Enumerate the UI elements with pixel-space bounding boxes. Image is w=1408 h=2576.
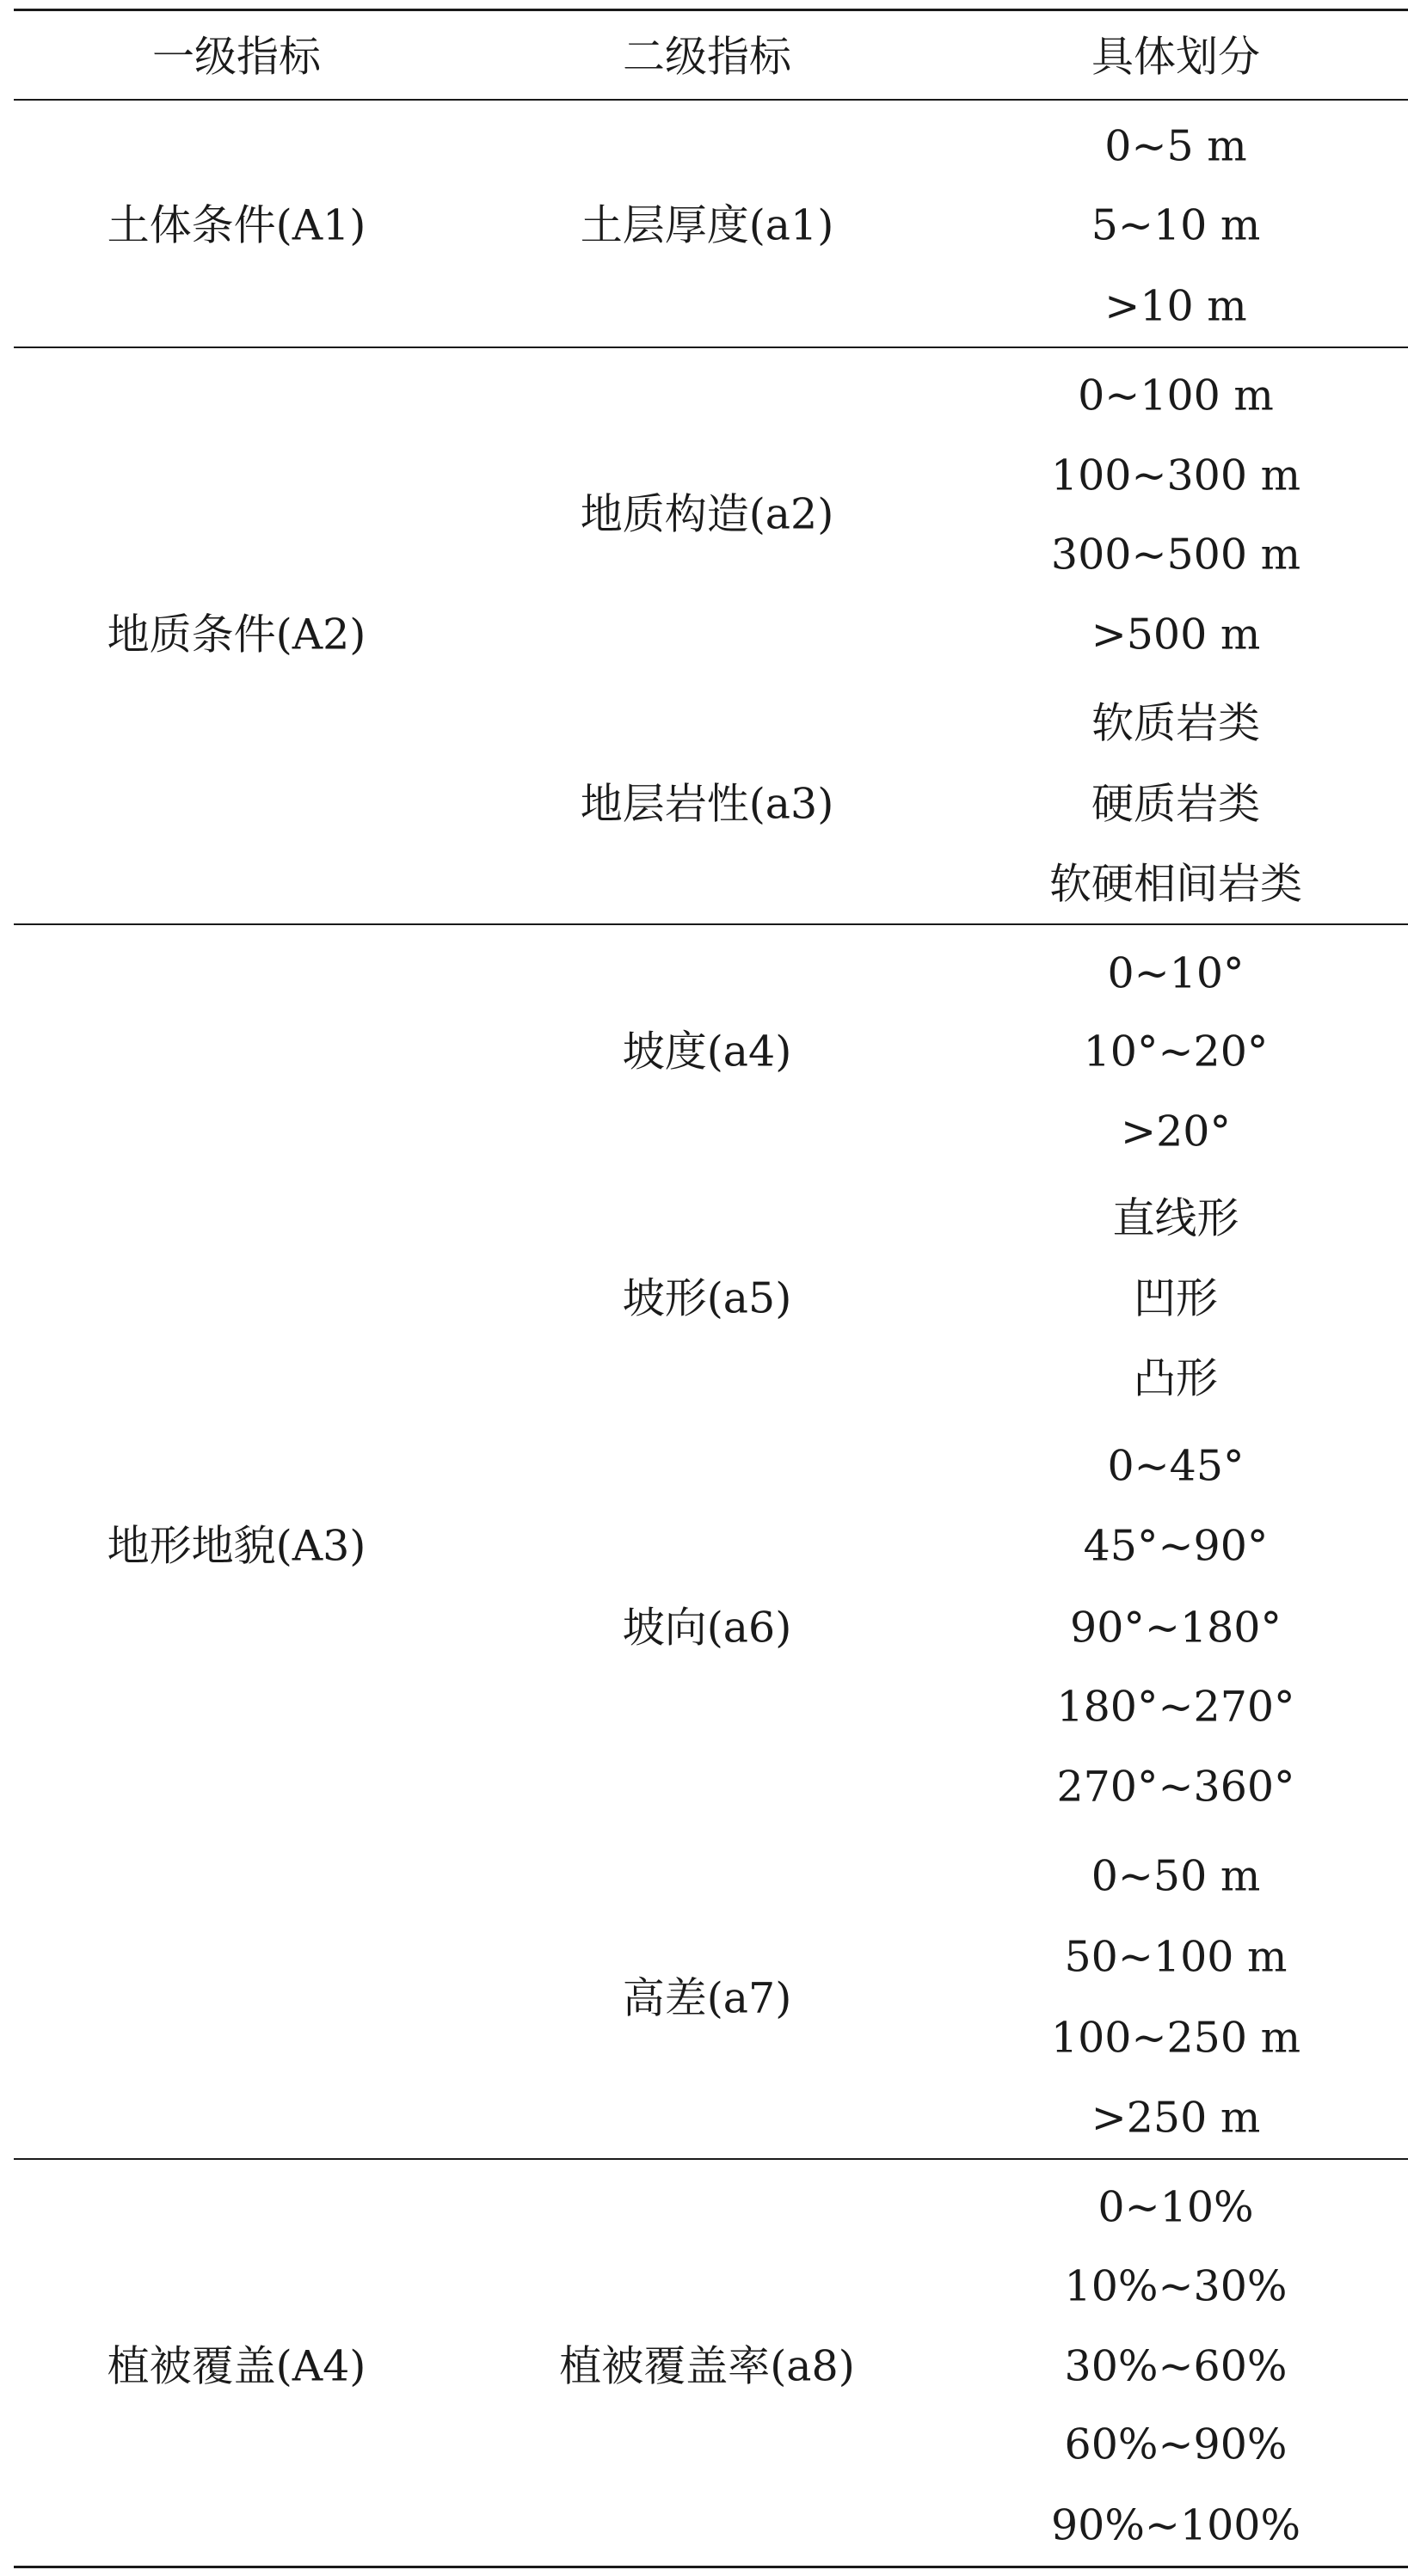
class-item: 100~300 m	[1050, 451, 1301, 500]
class-item: 凹形	[1133, 1273, 1219, 1323]
class-item: 10°~20°	[1083, 1027, 1269, 1076]
secondary-indicator-a5: 坡形(a5)	[622, 1273, 792, 1323]
class-item: >500 m	[1091, 610, 1261, 659]
class-item: 0~10%	[1098, 2182, 1254, 2232]
header-rule	[14, 99, 1408, 101]
secondary-indicator-a3: 地层岩性(a3)	[580, 779, 834, 829]
class-item: 直线形	[1112, 1193, 1239, 1243]
header-secondary-indicator: 二级指标	[622, 32, 792, 82]
class-item: 0~45°	[1107, 1441, 1245, 1491]
class-item: 凸形	[1133, 1353, 1219, 1403]
class-item: 180°~270°	[1056, 1682, 1295, 1732]
class-item: 100~250 m	[1050, 2013, 1301, 2063]
secondary-indicator-a4: 坡度(a4)	[622, 1027, 792, 1076]
class-item: >20°	[1121, 1107, 1231, 1156]
secondary-indicator-a2: 地质构造(a2)	[580, 489, 834, 539]
class-item: 10%~30%	[1064, 2261, 1288, 2311]
header-classification: 具体划分	[1091, 32, 1261, 82]
class-item: 45°~90°	[1083, 1521, 1269, 1571]
class-item: 30%~60%	[1064, 2341, 1288, 2391]
class-item: 0~100 m	[1078, 371, 1274, 420]
primary-indicator-a4: 植被覆盖(A4)	[107, 2341, 366, 2391]
class-item: 0~5 m	[1104, 121, 1247, 171]
header-primary-indicator: 一级指标	[151, 32, 322, 82]
secondary-indicator-a1: 土层厚度(a1)	[580, 200, 834, 250]
class-item: 硬质岩类	[1091, 779, 1261, 829]
class-item: 270°~360°	[1056, 1762, 1295, 1812]
group-rule	[14, 2158, 1408, 2160]
secondary-indicator-a7: 高差(a7)	[622, 1973, 792, 2023]
class-item: 5~10 m	[1091, 200, 1261, 250]
secondary-indicator-a8: 植被覆盖率(a8)	[559, 2341, 855, 2391]
table-bottom-rule	[14, 2566, 1408, 2568]
primary-indicator-a3: 地形地貌(A3)	[107, 1521, 366, 1571]
class-item: 0~10°	[1107, 948, 1245, 998]
primary-indicator-a2: 地质条件(A2)	[107, 610, 366, 659]
group-rule	[14, 347, 1408, 348]
class-item: 60%~90%	[1064, 2420, 1288, 2469]
class-item: >250 m	[1091, 2093, 1261, 2143]
class-item: 90°~180°	[1070, 1603, 1282, 1653]
class-item: 软硬相间岩类	[1048, 859, 1303, 909]
class-item: 0~50 m	[1091, 1851, 1261, 1901]
class-item: 300~500 m	[1050, 530, 1301, 580]
primary-indicator-a1: 土体条件(A1)	[107, 200, 366, 250]
class-item: 50~100 m	[1064, 1932, 1288, 1982]
table-top-rule	[14, 9, 1408, 11]
group-rule	[14, 923, 1408, 925]
class-item: >10 m	[1104, 281, 1247, 331]
secondary-indicator-a6: 坡向(a6)	[622, 1603, 792, 1653]
class-item: 软质岩类	[1091, 698, 1261, 748]
class-item: 90%~100%	[1050, 2500, 1301, 2550]
